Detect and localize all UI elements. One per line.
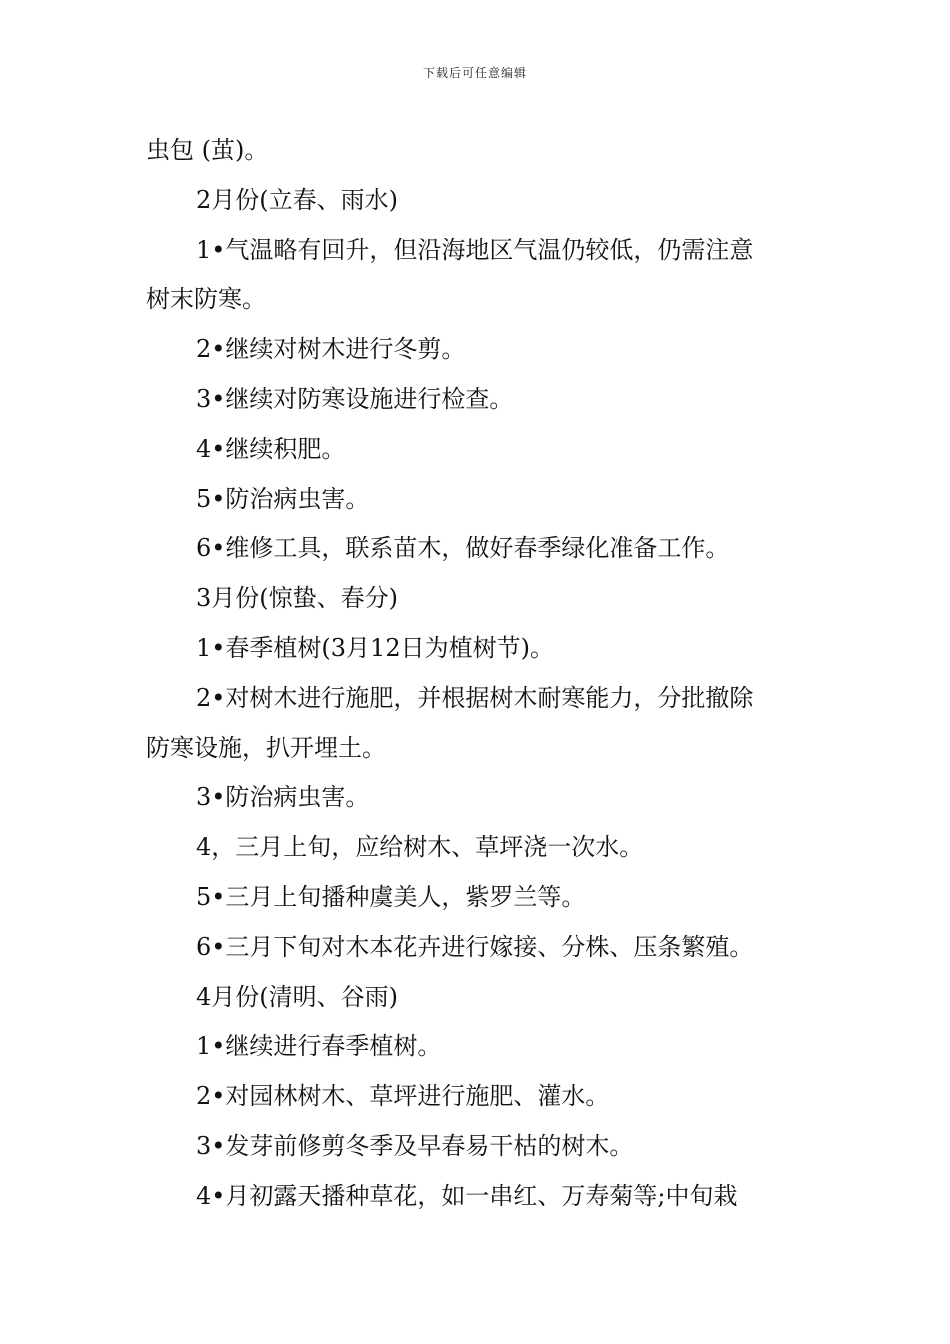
text-line: 2•对树木进行施肥，并根据树木耐寒能力，分批撤除 xyxy=(196,683,754,712)
page-header: 下载后可任意编辑 xyxy=(422,66,527,80)
text-line: 1•气温略有回升，但沿海地区气温仍较低，仍需注意 xyxy=(196,235,754,264)
text-line: 3•继续对防寒设施进行检查。 xyxy=(196,384,514,413)
text-line: 4•继续积肥。 xyxy=(196,434,346,463)
text-line: 5•三月上旬播种虞美人，紫罗兰等。 xyxy=(196,882,586,911)
text-line: 6•维修工具，联系苗木，做好春季绿化准备工作。 xyxy=(196,534,730,563)
text-line: 1•春季植树(3月12日为植树节)。 xyxy=(196,633,554,662)
text-line: 防寒设施，扒开埋土。 xyxy=(146,733,386,762)
text-line: 4•月初露天播种草花，如一串红、万寿菊等;中旬栽 xyxy=(196,1181,738,1210)
section-heading-april: 4月份(清明、谷雨) xyxy=(196,982,398,1011)
text-line: 虫包 (茧)。 xyxy=(146,136,269,164)
text-line: 5•防治病虫害。 xyxy=(196,484,370,513)
text-line: 2•继续对树木进行冬剪。 xyxy=(196,335,466,364)
text-line: 树末防寒。 xyxy=(146,285,266,314)
text-line: 6•三月下旬对木本花卉进行嫁接、分株、压条繁殖。 xyxy=(196,932,754,961)
text-line: 2•对园林树木、草坪进行施肥、灌水。 xyxy=(196,1082,610,1111)
text-line: 1•继续进行春季植树。 xyxy=(196,1032,442,1061)
document-body xyxy=(146,126,816,1222)
text-line: 4，三月上旬，应给树木、草坪浇一次水。 xyxy=(196,833,644,862)
text-line: 3•防治病虫害。 xyxy=(196,783,370,812)
section-heading-march: 3月份(惊蛰、春分) xyxy=(196,584,398,613)
section-heading-february: 2月份(立春、雨水) xyxy=(196,185,398,214)
text-line: 3•发芽前修剪冬季及早春易干枯的树木。 xyxy=(196,1131,634,1160)
